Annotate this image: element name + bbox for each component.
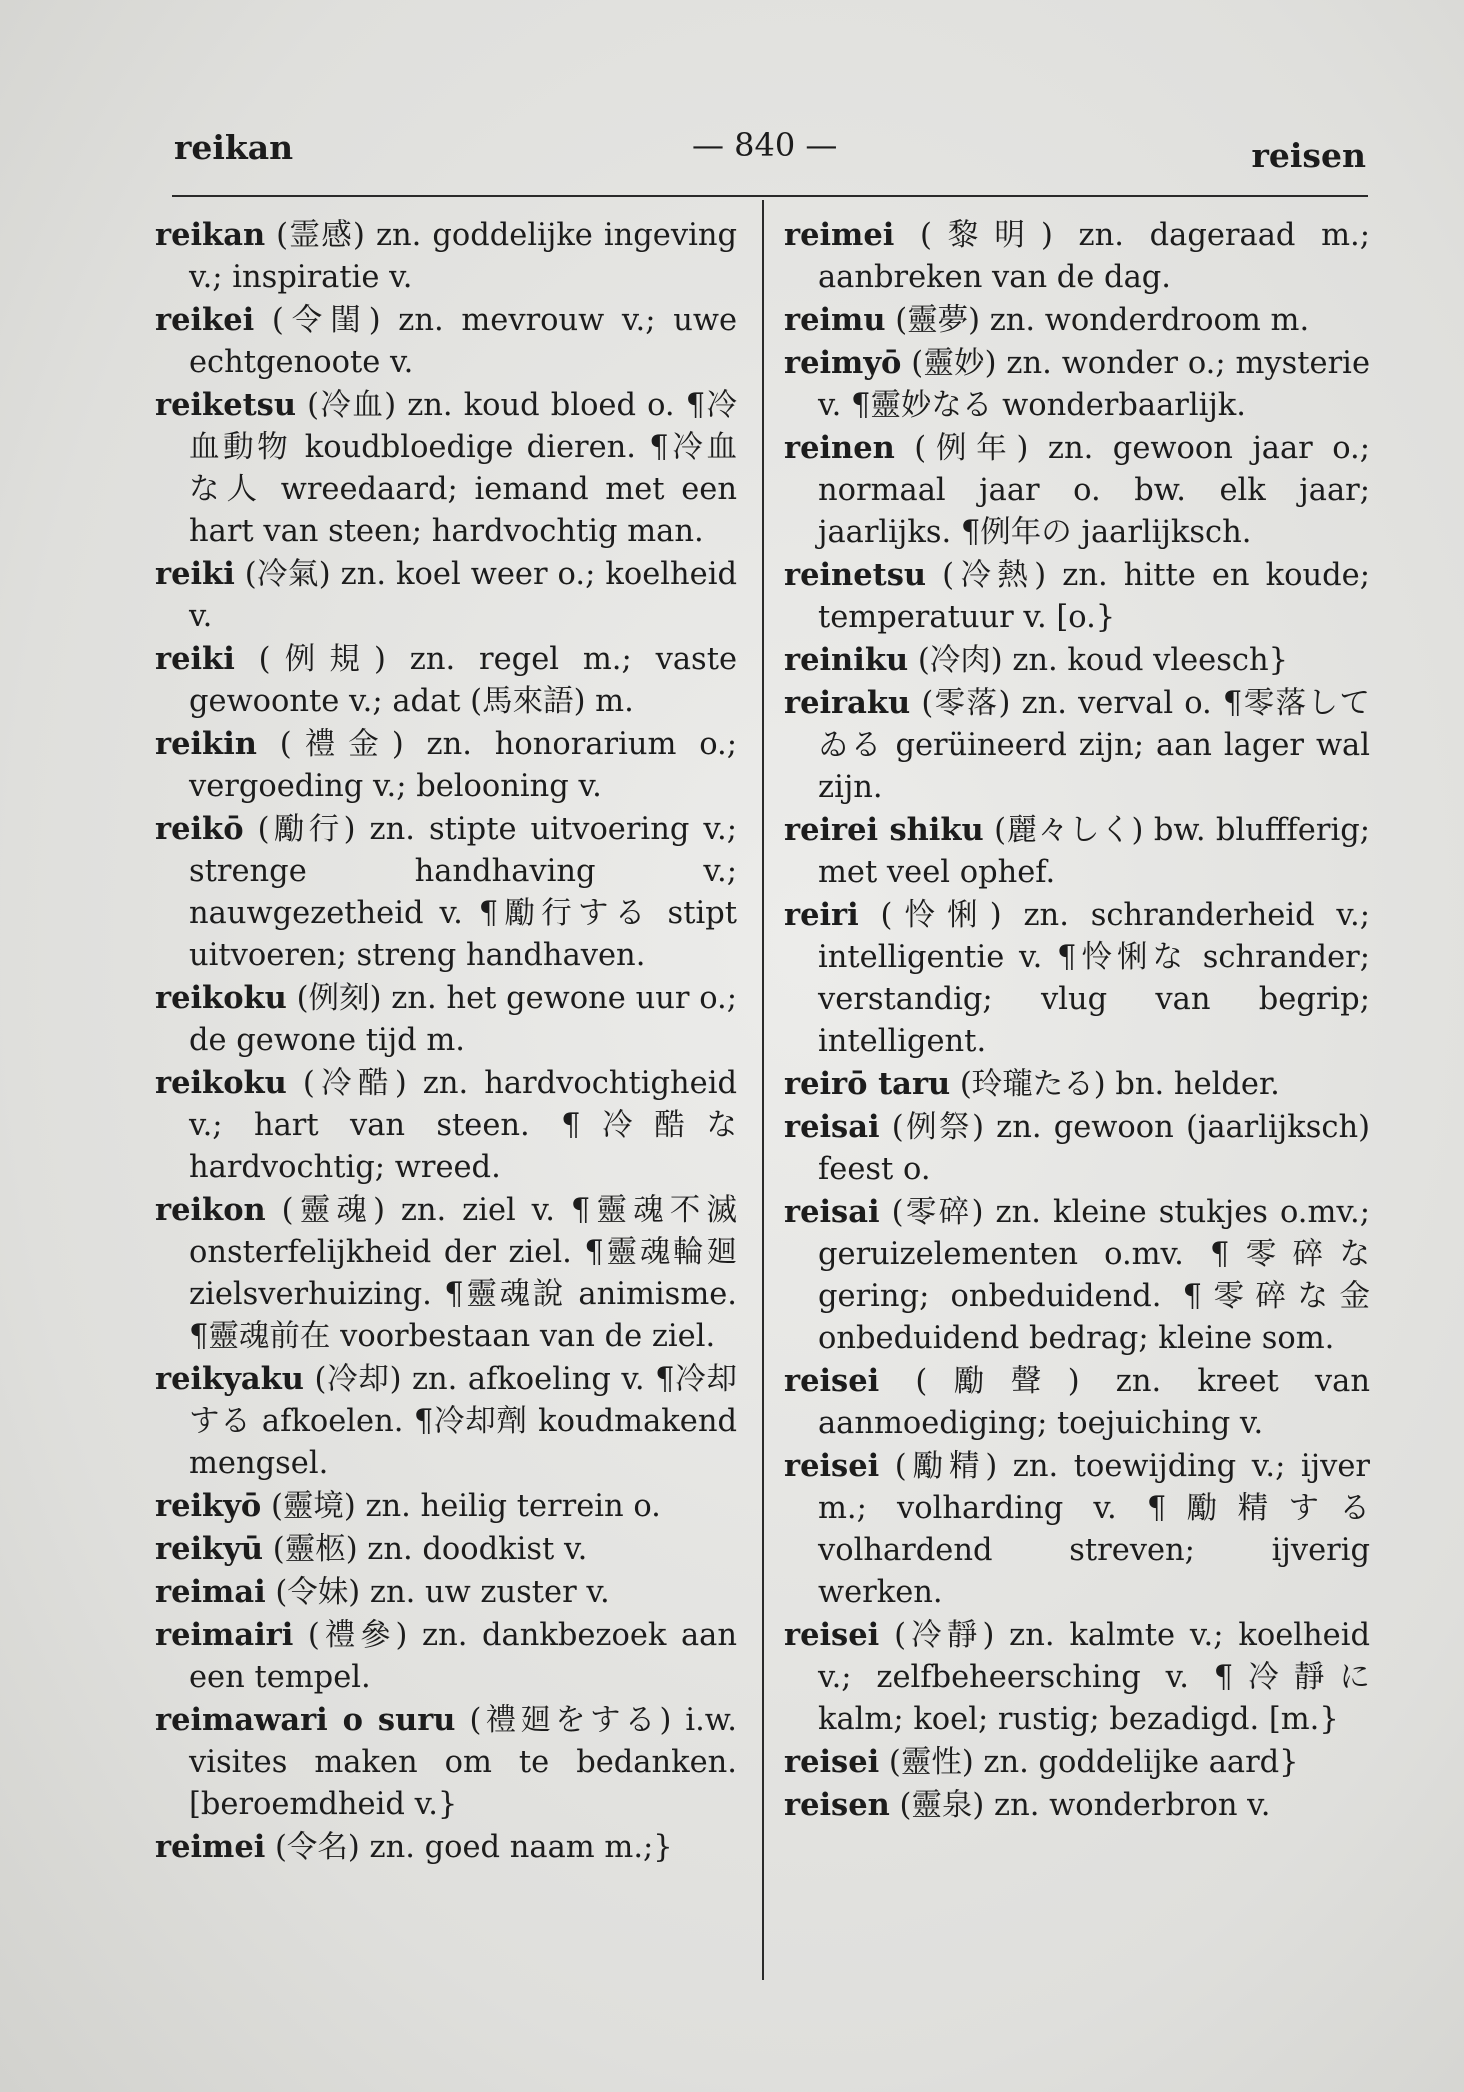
entry-headword: reikei (155, 302, 255, 338)
entry-headword: reisai (784, 1194, 880, 1230)
dictionary-entry (784, 639, 1370, 682)
dictionary-entry (784, 342, 1370, 427)
header-left-headword: reikan (174, 128, 294, 167)
entry-headword: reinetsu (784, 557, 927, 593)
entry-headword: reikyū (155, 1531, 264, 1567)
dictionary-entry (784, 1360, 1370, 1445)
entry-definition: (黎明) zn. dageraad m.; aanbreken van de dag. (818, 218, 1370, 295)
column-divider (762, 200, 764, 1980)
entry-definition: (冷却) zn. afkoeling v. ¶冷却する afkoelen. ¶冷却劑 koudmakend mengsel. (189, 1362, 737, 1481)
entry-headword: reikan (155, 217, 266, 253)
entry-headword: reikon (155, 1192, 266, 1228)
entry-definition: (令名) zn. goed naam m.;} (265, 1830, 673, 1865)
entry-definition: (禮廻をする) i.w. visites maken om te bedanken. [beroemdheid v.} (189, 1703, 737, 1822)
entry-definition: (禮金) zn. honorarium o.; vergoeding v.; belooning v. (189, 727, 737, 804)
entry-headword: reimei (784, 217, 895, 253)
right-column (784, 214, 1370, 1827)
entry-headword: reikō (155, 811, 244, 847)
entry-definition: (零碎) zn. kleine stukjes o.mv.; geruizelementen o.mv. ¶零碎な gering; onbeduidend. ¶零碎な金 onbeduidend bedrag; kleine som. (818, 1195, 1370, 1356)
page-header (172, 126, 1368, 186)
dictionary-entry (155, 1062, 737, 1189)
entry-headword: reikin (155, 726, 257, 762)
entry-definition: (霊感) zn. goddelijke ingeving v.; inspiratie v. (189, 218, 737, 295)
entry-definition: (勵聲) zn. kreet van aanmoediging; toejuiching v. (818, 1364, 1370, 1441)
dictionary-entry (155, 1528, 737, 1571)
entry-headword: reiketsu (155, 387, 297, 423)
dictionary-entry (155, 1614, 737, 1699)
entry-headword: reisei (784, 1363, 880, 1399)
entry-headword: reinen (784, 430, 895, 466)
entry-headword: reikyō (155, 1488, 262, 1524)
entry-definition: (靈夢) zn. wonderdroom m. (885, 303, 1310, 338)
dictionary-entry (155, 723, 737, 808)
entry-headword: reiri (784, 897, 859, 933)
entry-definition: (勵行) zn. stipte uitvoering v.; strenge handhaving v.; nauwgezetheid v. ¶勵行する stipt uitvoeren; streng handhaven. (189, 812, 737, 973)
dictionary-entry (784, 1445, 1370, 1614)
entry-headword: reikyaku (155, 1361, 304, 1397)
dictionary-entry (784, 214, 1370, 299)
entry-definition: (冷熱) zn. hitte en koude; temperatuur v. [o.} (818, 558, 1370, 635)
entry-definition: (例刻) zn. het gewone uur o.; de gewone tijd m. (189, 981, 737, 1058)
entry-headword: reimei (155, 1829, 266, 1865)
header-right-headword: reisen (1251, 136, 1366, 175)
dictionary-entry (155, 553, 737, 638)
entry-headword: reirō taru (784, 1066, 951, 1102)
dictionary-entry (784, 1191, 1370, 1360)
dictionary-entry (155, 299, 737, 384)
entry-headword: reisei (784, 1448, 880, 1484)
dictionary-entry (784, 682, 1370, 809)
entry-definition: (冷酷) zn. hardvochtigheid v.; hart van steen. ¶冷酷な hardvochtig; wreed. (189, 1066, 737, 1185)
dictionary-entry (784, 554, 1370, 639)
entry-headword: reimyō (784, 345, 902, 381)
entry-headword: reisen (784, 1787, 890, 1823)
entry-headword: reiraku (784, 685, 911, 721)
entry-headword: reimai (155, 1574, 266, 1610)
entry-headword: reikoku (155, 1065, 287, 1101)
dictionary-entry (155, 638, 737, 723)
entry-definition: (靈柩) zn. doodkist v. (263, 1532, 588, 1567)
dictionary-entry (155, 1485, 737, 1528)
dictionary-entry (155, 977, 737, 1062)
dictionary-entry (155, 1699, 737, 1826)
dictionary-entry (784, 299, 1370, 342)
entry-definition: (麗々しく) bw. bluffferig; met veel ophef. (818, 813, 1370, 890)
entry-headword: reiki (155, 556, 235, 592)
entry-headword: reimairi (155, 1617, 294, 1653)
entry-definition: (例祭) zn. gewoon (jaarlijksch) feest o. (818, 1110, 1370, 1187)
left-column (155, 214, 737, 1869)
header-rule (172, 195, 1368, 197)
dictionary-entry (155, 1826, 737, 1869)
entry-headword: reirei shiku (784, 812, 984, 848)
dictionary-entry (784, 809, 1370, 894)
entry-definition: (例規) zn. regel m.; vaste gewoonte v.; adat (馬來語) m. (189, 642, 737, 719)
entry-definition: (靈魂) zn. ziel v. ¶靈魂不滅 onsterfelijkheid der ziel. ¶靈魂輪廻 zielsverhuizing. ¶靈魂說 animisme. ¶靈魂前在 voorbestaan van de ziel. (189, 1193, 737, 1354)
entry-definition: (靈境) zn. heilig terrein o. (261, 1489, 661, 1524)
entry-headword: reikoku (155, 980, 287, 1016)
dictionary-entry (155, 1358, 737, 1485)
entry-definition: (禮參) zn. dankbezoek aan een tempel. (189, 1618, 737, 1695)
entry-definition: (怜悧) zn. schranderheid v.; intelligentie v. ¶怜悧な schrander; verstandig; vlug van begrip; intelligent. (818, 898, 1370, 1059)
entry-definition: (冷血) zn. koud bloed o. ¶冷血動物 koudbloedige dieren. ¶冷血な人 wreedaard; iemand met een hart van steen; hardvochtig man. (189, 388, 737, 549)
dictionary-entry (155, 1571, 737, 1614)
entry-headword: reiki (155, 641, 235, 677)
entry-definition: (靈性) zn. goddelijke aard} (879, 1745, 1299, 1780)
entry-headword: reisei (784, 1744, 880, 1780)
dictionary-entry (155, 214, 737, 299)
dictionary-entry (155, 808, 737, 977)
entry-definition: (冷氣) zn. koel weer o.; koelheid v. (189, 557, 737, 634)
entry-definition: (靈泉) zn. wonderbron v. (889, 1788, 1271, 1823)
entry-definition: (玲瓏たる) bn. helder. (950, 1067, 1280, 1102)
entry-definition: (勵精) zn. toewijding v.; ijver m.; volharding v. ¶勵精する volhardend streven; ijverig werken. (818, 1449, 1370, 1610)
dictionary-entry (155, 384, 737, 553)
dictionary-entry (784, 427, 1370, 554)
dictionary-entry (784, 1741, 1370, 1784)
dictionary-entry (784, 1106, 1370, 1191)
entry-definition: (靈妙) zn. wonder o.; mysterie v. ¶靈妙なる wonderbaarlijk. (818, 346, 1370, 423)
entry-definition: (零落) zn. verval o. ¶零落してゐる gerüineerd zijn; aan lager wal zijn. (818, 686, 1370, 805)
entry-headword: reimu (784, 302, 886, 338)
dictionary-entry (155, 1189, 737, 1358)
dictionary-entry (784, 1614, 1370, 1741)
entry-headword: reisai (784, 1109, 880, 1145)
entry-definition: (例年) zn. gewoon jaar o.; normaal jaar o. bw. elk jaar; jaarlijks. ¶例年の jaarlijksch. (818, 431, 1370, 550)
entry-definition: (令閨) zn. mevrouw v.; uwe echtgenoote v. (189, 303, 737, 380)
entry-definition: (冷靜) zn. kalmte v.; koelheid v.; zelfbeheersching v. ¶冷靜に kalm; koel; rustig; bezadigd. [m.} (818, 1618, 1370, 1737)
dictionary-entry (784, 1063, 1370, 1106)
entry-definition: (令妹) zn. uw zuster v. (265, 1575, 610, 1610)
entry-headword: reimawari o suru (155, 1702, 456, 1738)
dictionary-entry (784, 1784, 1370, 1827)
dictionary-entry (784, 894, 1370, 1063)
entry-headword: reiniku (784, 642, 909, 678)
page-number: — 840 — (692, 126, 838, 164)
entry-headword: reisei (784, 1617, 880, 1653)
entry-definition: (冷肉) zn. koud vleesch} (908, 643, 1289, 678)
